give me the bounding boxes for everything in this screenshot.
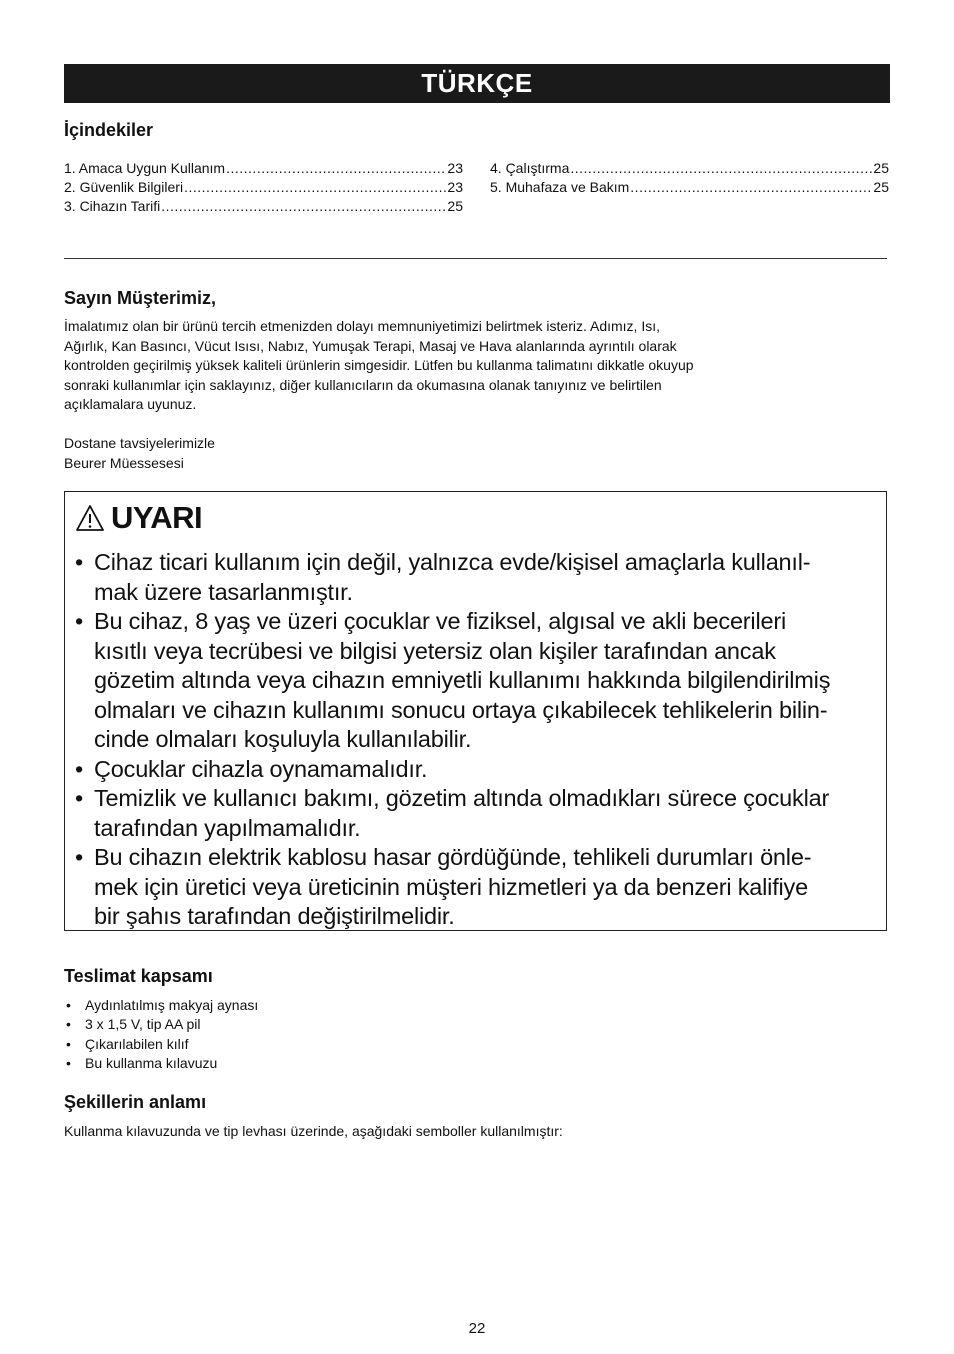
toc-entry[interactable] [64, 197, 463, 216]
greeting-heading: Sayın Müşterimiz, [64, 288, 217, 308]
delivery-heading: Teslimat kapsamı [64, 966, 213, 986]
section-divider [64, 258, 887, 259]
warning-list [75, 548, 880, 932]
warning-item [75, 548, 880, 607]
warning-triangle-icon [75, 504, 105, 532]
warning-item [75, 784, 880, 843]
list-item: • Çıkarılabilen kılıf [64, 1035, 258, 1054]
warning-line: mak üzere tasarlanmıştır. [94, 578, 353, 605]
toc-entry-label: 4. Çalıştırma [490, 160, 570, 176]
toc-leader [630, 178, 872, 197]
toc-leader [570, 159, 872, 178]
symbols-heading: Şekillerin anlamı [64, 1092, 207, 1112]
warning-box [64, 491, 887, 931]
toc-leader [161, 197, 446, 216]
toc-right-column [490, 159, 889, 197]
warning-line: mek için üretici veya üreticinin müşteri hizmetleri ya da benzeri kalifiye [94, 873, 808, 900]
toc-leader [184, 178, 446, 197]
warning-line: olmaları ve cihazın kullanımı sonucu ortaya çıkabilecek tehlikelerin bilin- [94, 696, 828, 723]
toc-entry[interactable] [64, 178, 463, 197]
page-number: 22 [468, 1320, 486, 1337]
toc-entry-label: 5. Muhafaza ve Bakım [490, 179, 630, 195]
warning-title-text: UYARI [111, 500, 203, 535]
warning-line: gözetim altında veya cihazın emniyetli kullanımı hakkında bilgilendirilmiş [94, 667, 831, 693]
greeting-line: sonraki kullanımlar için saklayınız, diğer kullanıcıların da okumasına olanak tanıyınız ve belirtilen [64, 376, 662, 393]
toc-entry-page: 23 [447, 160, 463, 176]
warning-item [75, 843, 880, 932]
signature-line: Dostane tavsiyelerimizle [64, 435, 215, 451]
signature-line: Beurer Müessesesi [64, 454, 184, 471]
language-header [64, 64, 890, 103]
warning-line: • Bu cihazın elektrik kablosu hasar gördüğünde, tehlikeli durumları önle- [94, 844, 812, 870]
toc-entry[interactable] [490, 178, 889, 197]
greeting-line: Ağırlık, Kan Basıncı, Vücut Isısı, Nabız, Yumuşak Terapi, Masaj ve Hava alanlarında ayrıntılı olarak [64, 337, 677, 354]
toc-entry-page: 25 [873, 179, 889, 195]
warning-line: cinde olmaları koşuluyla kullanılabilir. [94, 726, 472, 752]
warning-line: • Temizlik ve kullanıcı bakımı, gözetim altında olmadıkları sürece çocuklar [94, 785, 830, 811]
warning-line: kısıtlı veya tecrübesi ve bilgisi yetersiz olan kişiler tarafından ancak [94, 637, 776, 664]
list-item: • Bu kullanma kılavuzu [64, 1054, 258, 1073]
toc-entry-label: 3. Cihazın Tarifi [64, 198, 161, 214]
warning-line: • Bu cihaz, 8 yaş ve üzeri çocuklar ve fiziksel, algısal ve akli becerileri [94, 608, 786, 634]
greeting-line: İmalatımız olan bir ürünü tercih etmenizden dolayı memnuniyetimizi belirtmek isteriz. Adımız, Isı, [64, 318, 660, 334]
language-title: TÜRKÇE [421, 68, 533, 98]
toc-left-column [64, 159, 463, 216]
greeting-paragraph [64, 317, 694, 415]
warning-line: • Çocuklar cihazla oynamamalıdır. [94, 755, 428, 782]
toc-entry-page: 25 [873, 160, 889, 176]
list-item: • Aydınlatılmış makyaj aynası [64, 996, 258, 1015]
toc-entry[interactable] [490, 159, 889, 178]
toc-entry-page: 23 [447, 179, 463, 195]
signature-block [64, 434, 215, 473]
warning-item [75, 755, 880, 785]
toc-entry-label: 2. Güvenlik Bilgileri [64, 179, 184, 195]
delivery-list [64, 996, 258, 1073]
toc-heading: İçindekiler [64, 120, 154, 140]
warning-item [75, 607, 880, 755]
warning-line: bir şahıs tarafından değiştirilmelidir. [94, 903, 455, 929]
greeting-line: açıklamalara uyunuz. [64, 396, 197, 412]
warning-title [75, 500, 202, 536]
toc-entry[interactable] [64, 159, 463, 178]
list-item: • 3 x 1,5 V, tip AA pil [64, 1015, 258, 1034]
toc-entry-page: 25 [447, 198, 463, 214]
toc-leader [226, 159, 446, 178]
greeting-line: kontrolden geçirilmiş yüksek kaliteli ürünlerin simgesidir. Lütfen bu kullanma talimatını dikkatle okuyup [64, 357, 694, 373]
toc-entry-label: 1. Amaca Uygun Kullanım [64, 160, 226, 176]
symbols-text: Kullanma kılavuzunda ve tip levhası üzerinde, aşağıdaki semboller kullanılmıştır: [64, 1123, 563, 1139]
warning-line: • Cihaz ticari kullanım için değil, yalnızca evde/kişisel amaçlarla kullanıl- [94, 549, 811, 575]
warning-line: tarafından yapılmamalıdır. [94, 814, 361, 841]
